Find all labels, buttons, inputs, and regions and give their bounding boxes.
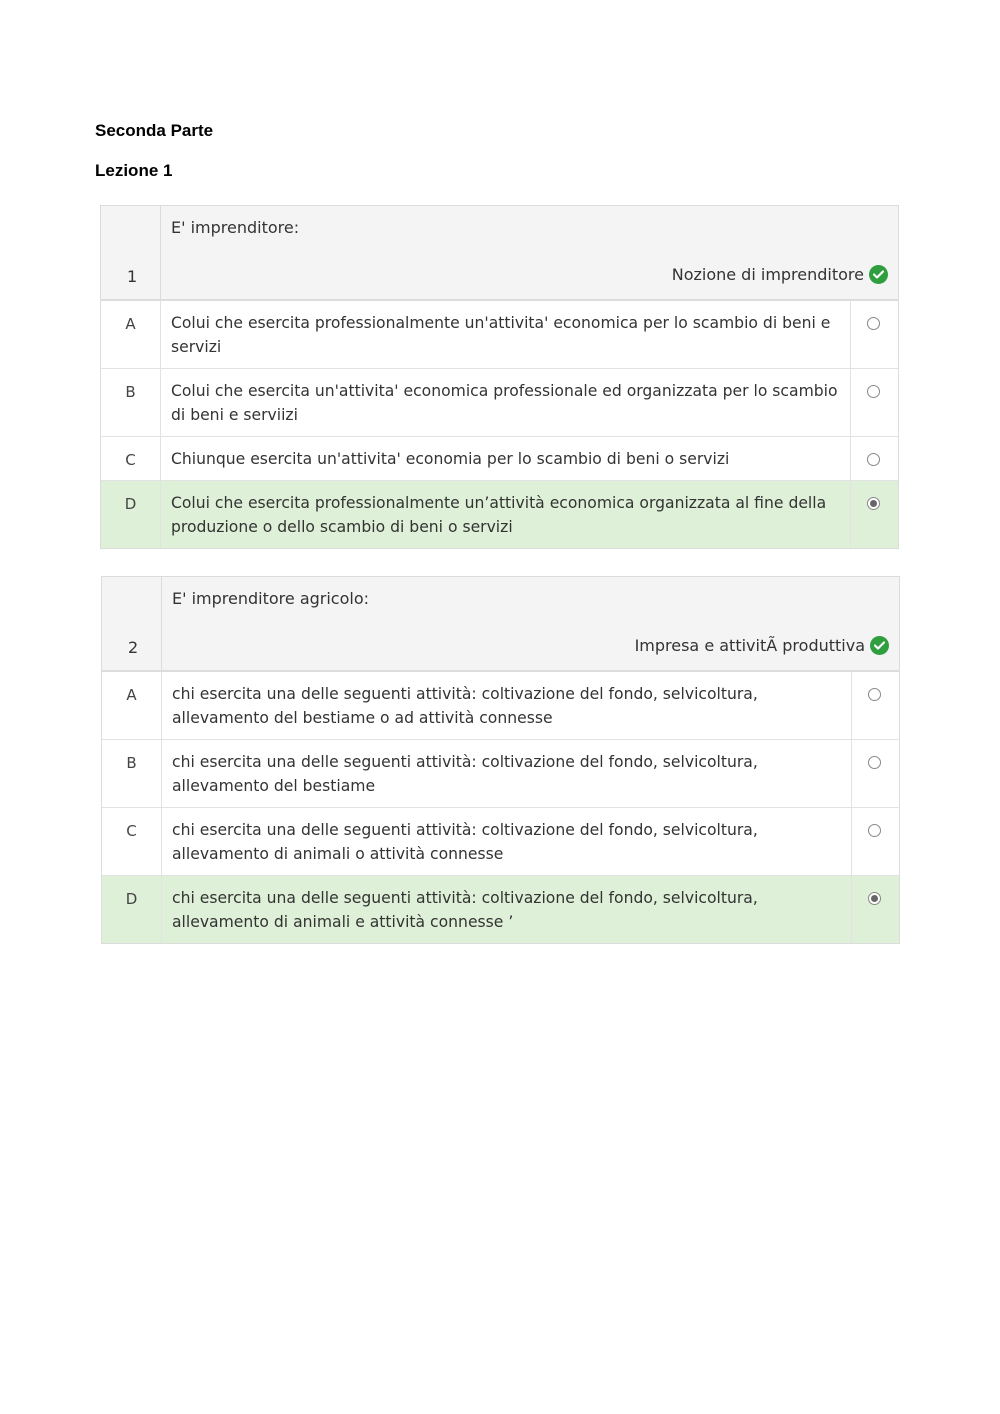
check-circle-icon <box>869 265 888 284</box>
question-card-1 <box>100 205 899 549</box>
answer-row[interactable] <box>101 369 898 437</box>
answer-row[interactable] <box>101 437 898 481</box>
question-text: E' imprenditore: <box>171 218 300 237</box>
question-header <box>101 206 898 301</box>
answer-radio-checked[interactable] <box>868 892 881 905</box>
answer-letter: B <box>102 740 162 807</box>
answer-row-selected[interactable] <box>102 876 899 943</box>
answer-radio[interactable] <box>868 688 881 701</box>
answer-radio[interactable] <box>868 824 881 837</box>
answer-radio[interactable] <box>868 756 881 769</box>
answer-text: chi esercita una delle seguenti attività: coltivazione del fondo, selvicoltura, allevamento di animali e attività connesse ’ <box>172 889 758 931</box>
answer-radio-checked[interactable] <box>867 497 880 510</box>
answer-row[interactable] <box>102 672 899 740</box>
check-circle-icon <box>870 636 889 655</box>
answer-text: chi esercita una delle seguenti attività: coltivazione del fondo, selvicoltura, allevamento del bestiame o ad attività connesse <box>172 685 758 727</box>
answer-text: chi esercita una delle seguenti attività: coltivazione del fondo, selvicoltura, allevamento di animali o attività connesse <box>172 821 758 863</box>
answer-letter: C <box>101 437 161 480</box>
answer-text: Colui che esercita professionalmente un’attività economica organizzata al fine della produzione o dello scambio di beni o servizi <box>171 494 827 536</box>
part-title: Seconda Parte <box>95 121 214 140</box>
question-number: 1 <box>127 267 138 286</box>
question-number-cell <box>101 206 161 299</box>
answer-text: Colui che esercita un'attivita' economica professionale ed organizzata per lo scambio di beni e serviizi <box>171 382 838 424</box>
answer-row-selected[interactable] <box>101 481 898 548</box>
question-text: E' imprenditore agricolo: <box>172 589 370 608</box>
answer-letter: B <box>101 369 161 436</box>
question-topic-label: Nozione di imprenditore <box>671 265 864 284</box>
question-topic <box>672 265 888 284</box>
question-header <box>102 577 899 672</box>
answer-row[interactable] <box>102 740 899 808</box>
answer-radio[interactable] <box>867 453 880 466</box>
answer-radio[interactable] <box>867 317 880 330</box>
answer-letter: D <box>101 481 161 548</box>
answer-letter: C <box>102 808 162 875</box>
answer-text: Colui che esercita professionalmente un'attivita' economica per lo scambio di beni e servizi <box>171 314 831 356</box>
answer-radio[interactable] <box>867 385 880 398</box>
question-topic <box>635 636 889 655</box>
question-card-2 <box>101 576 900 944</box>
answer-letter: A <box>101 301 161 368</box>
answer-text: Chiunque esercita un'attivita' economia per lo scambio di beni o servizi <box>171 450 730 468</box>
answer-letter: A <box>102 672 162 739</box>
answer-row[interactable] <box>101 301 898 369</box>
question-topic-label: Impresa e attivitÃ produttiva <box>634 636 865 655</box>
question-number: 2 <box>128 638 139 657</box>
question-number-cell <box>102 577 162 670</box>
answer-text: chi esercita una delle seguenti attività: coltivazione del fondo, selvicoltura, allevamento del bestiame <box>172 753 758 795</box>
lesson-title: Lezione 1 <box>95 161 173 180</box>
answer-row[interactable] <box>102 808 899 876</box>
answer-letter: D <box>102 876 162 943</box>
